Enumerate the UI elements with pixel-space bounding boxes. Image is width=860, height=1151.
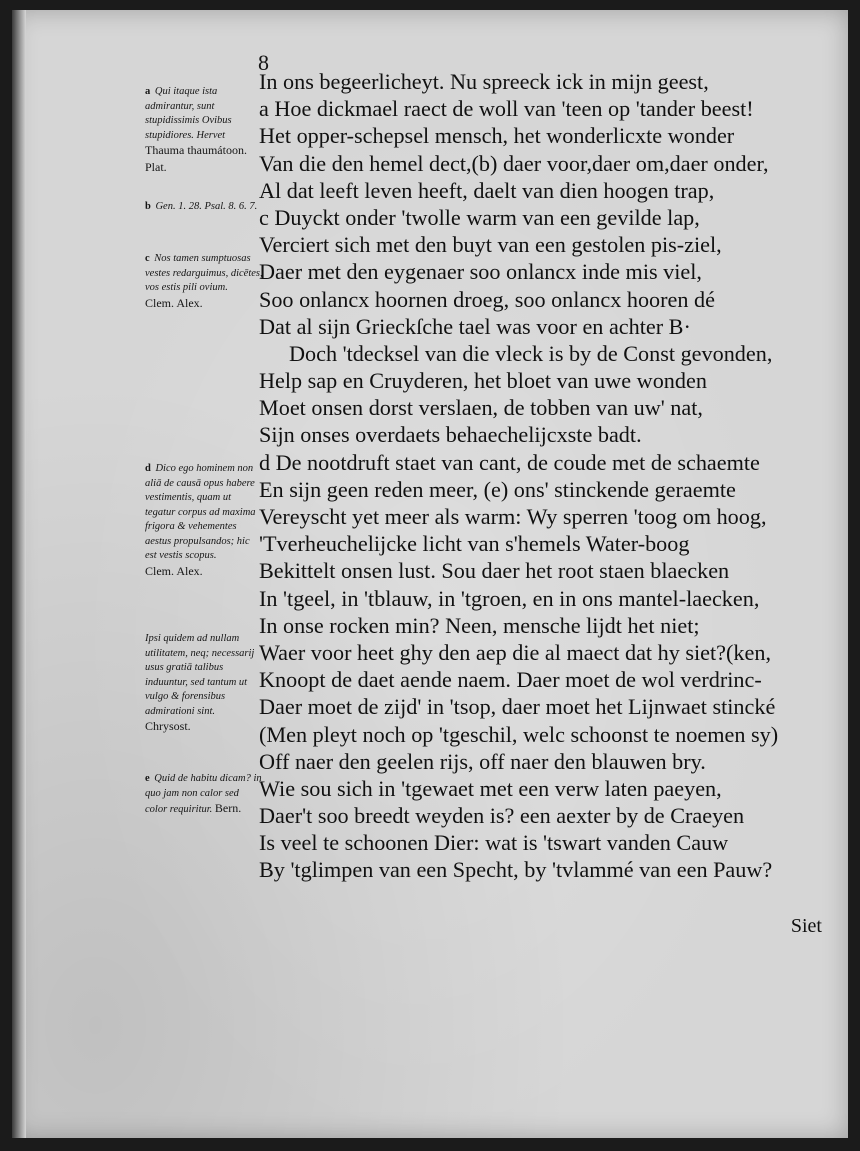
margin-note-a xyxy=(145,85,263,176)
note-source: Clem. Alex. xyxy=(145,563,203,578)
note-mark: e xyxy=(145,773,150,784)
poem-line: Wie sou sich in 'tgewaet met een verw laten paeyen, xyxy=(259,775,722,801)
poem-line: Van die den hemel dect,(b) daer voor,daer om,daer onder, xyxy=(259,150,769,176)
note-mark: b xyxy=(145,201,151,212)
poem-line: Het opper-schepsel mensch, het wonderlicxte wonder xyxy=(259,123,735,149)
poem-line: Bekittelt onsen lust. Sou daer het root staen blaecken xyxy=(259,558,730,584)
poem-line: Verciert sich met den buyt van een gestolen pis-ziel, xyxy=(259,232,722,258)
note-text: Gen. 1. 28. Psal. 8. 6. 7. xyxy=(155,201,258,212)
poem-line: Soo onlancx hoornen droeg, soo onlancx hooren dé xyxy=(259,286,715,312)
poem-line: Help sap en Cruyderen, het bloet van uwe wonden xyxy=(259,368,707,394)
poem-line: d De nootdruft staet van cant, de coude met de schaemte xyxy=(259,449,760,475)
margin-note-c xyxy=(145,252,263,312)
poem-line: Dat al sijn Grieckſche tael was voor en achter B· xyxy=(259,313,691,339)
note-mark: c xyxy=(145,253,150,264)
note-mark: a xyxy=(145,86,151,97)
poem-line: En sijn geen reden meer, (e) ons' stinckende geraemte xyxy=(259,476,736,502)
note-mark: d xyxy=(145,463,151,474)
poem-line: Al dat leeft leven heeft, daelt van dien hoogen trap, xyxy=(259,177,715,203)
note-source: Bern. xyxy=(214,801,242,815)
note-text: Nos tamen sumptuosas vestes redarguimus, dicētes, vos estis pili ovium. xyxy=(145,253,263,293)
poem-line: By 'tglimpen van een Specht, by 'tvlammé van een Pauw? xyxy=(259,857,773,883)
poem-line: Off naer den geelen rijs, off naer den blauwen bry. xyxy=(259,748,706,774)
page-number: 8 xyxy=(258,50,269,75)
poem-line: Sijn onses overdaets behaechelijcxste badt. xyxy=(259,422,642,448)
margin-note-d xyxy=(145,462,263,580)
poem-line: Knoopt de daet aende naem. Daer moet de wol verdrinc- xyxy=(259,667,762,693)
note-text: Qui itaque ista admirantur, sunt stupidissimis Ovibus stupidiores. Hervet xyxy=(145,86,232,141)
poem-line: In ons begeerlicheyt. Nu spreeck ick in mijn geest, xyxy=(259,69,709,94)
poem-line: Doch 'tdecksel van die vleck is by de Const gevonden, xyxy=(289,340,773,366)
poem-line: Daer met den eygenaer soo onlancx inde mis viel, xyxy=(259,259,702,285)
note-text: Quid de habitu dicam? in quo jam non calor sed color requiritur. xyxy=(145,773,262,815)
poem-line: Waer voor heet ghy den aep die al maect dat hy siet?(ken, xyxy=(259,639,772,665)
poem-line: Moet onsen dorst verslaen, de tobben van uw' nat, xyxy=(259,395,703,421)
poem-line: Daer't soo breedt weyden is? een aexter by de Craeyen xyxy=(259,803,745,829)
poem-line: In 'tgeel, in 'tblauw, in 'tgroen, en in ons mantel-laecken, xyxy=(259,585,760,611)
poem-line: Vereyscht yet meer als warm: Wy sperren 'toog om hoog, xyxy=(259,504,767,529)
poem-line: a Hoe dickmael raect de woll van 'teen op 'tander beest! xyxy=(259,96,754,122)
note-text: Ipsi quidem ad nullam utilitatem, neq; necessarij usus gratiā talibus induuntur, sed tantum ut vulgo & forensibus admirationi sint. xyxy=(145,633,255,717)
catchword: Siet xyxy=(790,915,822,937)
poem-line: Is veel te schoonen Dier: wat is 'tswart vanden Cauw xyxy=(259,830,729,856)
note-source: Thauma thaumátoon. Plat. xyxy=(145,143,247,174)
poem-line: (Men pleyt noch op 'tgeschil, welc schoonst te noemen sy) xyxy=(259,721,779,747)
poem-text xyxy=(259,68,839,884)
note-source: Clem. Alex. xyxy=(145,295,203,310)
poem-line: c Duyckt onder 'twolle warm van een gevilde lap, xyxy=(259,204,700,230)
poem-line: 'Tverheuchelijcke licht van s'hemels Water-boog xyxy=(259,531,690,557)
margin-note-e xyxy=(145,772,263,818)
poem-line: In onse rocken min? Neen, mensche lijdt het niet; xyxy=(259,612,700,638)
poem-line: Daer moet de zijd' in 'tsop, daer moet het Lijnwaet stincké xyxy=(259,694,776,720)
book-page xyxy=(12,10,848,1138)
note-text: Dico ego hominem non aliā de causā opus habere vestimentis, quam ut tegatur corpus ad maxima frigora & vehementes aestus propulsandos; hic est vestis scopus. xyxy=(145,463,256,561)
page-edge-shadow xyxy=(12,10,26,1138)
margin-note-chrysostom xyxy=(145,632,263,736)
margin-note-b xyxy=(145,200,263,215)
note-source: Chrysost. xyxy=(145,719,191,733)
